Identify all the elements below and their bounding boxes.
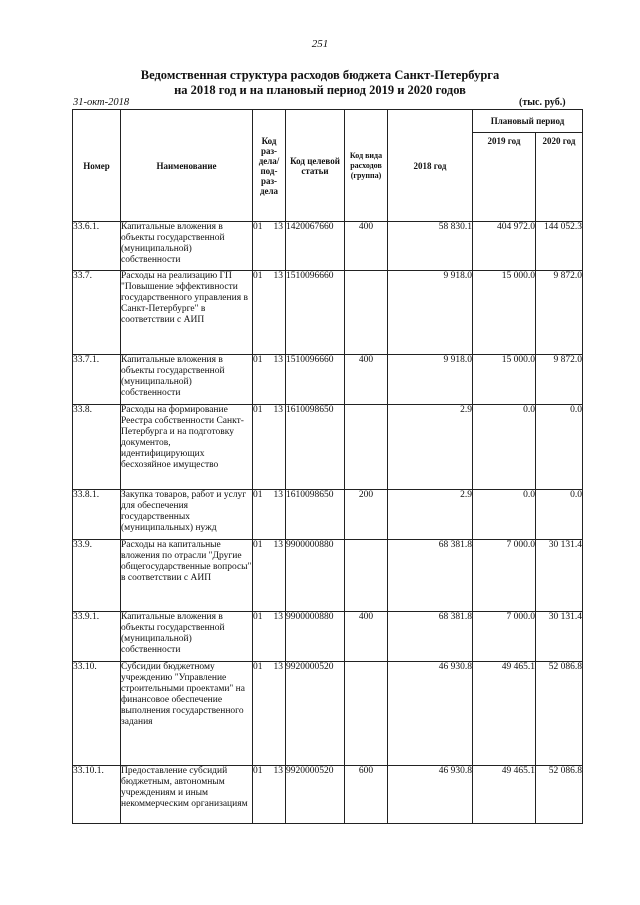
row-2020-amount: 144 052.3 [536,222,583,271]
row-2019-amount: 49 465.1 [473,662,536,766]
row-2019-amount: 0.0 [473,490,536,540]
row-target-code: 9920000520 [286,766,345,824]
row-subsection: 13 [273,766,283,776]
row-vid-code: 200 [345,490,388,540]
row-section-code [253,662,286,766]
row-2018-amount: 58 830.1 [388,222,473,271]
row-vid-code: 400 [345,355,388,405]
row-name: Капитальные вложения в объекты государственной (муниципальной) собственности [121,612,253,662]
row-section-code [253,355,286,405]
row-2018-amount: 9 918.0 [388,271,473,355]
header-section: Код раз-дела/ под-раз-дела [253,110,286,222]
row-2020-amount: 30 131.4 [536,612,583,662]
report-date: 31-окт-2018 [73,97,130,108]
row-2019-amount: 15 000.0 [473,355,536,405]
row-2019-amount: 7 000.0 [473,612,536,662]
row-vid-code [345,271,388,355]
row-name: Расходы на капитальные вложения по отрасли "Другие общегосударственные вопросы" в соответствии с АИП [121,540,253,612]
table-row [73,271,583,355]
row-2018-amount: 68 381.8 [388,540,473,612]
page-number: 251 [311,38,329,50]
table-body [73,222,583,824]
row-target-code: 1510096660 [286,271,345,355]
header-2018: 2018 год [388,110,473,222]
row-section-code [253,766,286,824]
row-name: Расходы на формирование Реестра собственности Санкт-Петербурга и на подготовку документов, идентифицирующих бесхозяйное имущество [121,405,253,490]
row-vid-code: 400 [345,222,388,271]
row-2019-amount: 404 972.0 [473,222,536,271]
row-section: 01 [253,405,263,415]
row-section: 01 [253,612,263,622]
row-subsection: 13 [273,540,283,550]
header-name: Наименование [121,110,253,222]
row-name: Закупка товаров, работ и услуг для обеспечения государственных (муниципальных) нужд [121,490,253,540]
row-section-code [253,612,286,662]
table-row [73,405,583,490]
header-target: Код целевой статьи [286,110,345,222]
row-2018-amount: 46 930.8 [388,766,473,824]
row-2018-amount: 68 381.8 [388,612,473,662]
row-section: 01 [253,540,263,550]
row-2020-amount: 0.0 [536,490,583,540]
header-2019: 2019 год [473,133,536,222]
row-number: 33.8. [73,405,121,490]
row-vid-code [345,540,388,612]
row-vid-code: 600 [345,766,388,824]
row-subsection: 13 [273,405,283,415]
row-number: 33.8.1. [73,490,121,540]
row-number: 33.9. [73,540,121,612]
row-2020-amount: 9 872.0 [536,355,583,405]
row-vid-code: 400 [345,612,388,662]
table-row [73,766,583,824]
row-subsection: 13 [273,612,283,622]
table-row [73,612,583,662]
row-number: 33.6.1. [73,222,121,271]
row-target-code: 9920000520 [286,662,345,766]
row-vid-code [345,662,388,766]
row-name: Субсидии бюджетному учреждению "Управление строительными проектами" на финансовое обеспечение выполнения государственного задания [121,662,253,766]
table-row [73,355,583,405]
row-target-code: 9900000880 [286,612,345,662]
table-row [73,222,583,271]
row-2018-amount: 2.9 [388,490,473,540]
row-2020-amount: 9 872.0 [536,271,583,355]
row-name: Расходы на реализацию ГП "Повышение эффективности государственного управления в Санкт-Петербурге" в соответствии с АИП [121,271,253,355]
row-2019-amount: 15 000.0 [473,271,536,355]
row-section: 01 [253,271,263,281]
row-section: 01 [253,490,263,500]
header-vid: Код вида расходов (группа) [345,110,388,222]
row-name: Предоставление субсидий бюджетным, автономным учреждениям и иным некоммерческим организациям [121,766,253,824]
header-planned: Плановый период [473,110,583,133]
row-2020-amount: 52 086.8 [536,662,583,766]
row-section-code [253,490,286,540]
row-section: 01 [253,662,263,672]
row-subsection: 13 [273,222,283,232]
title-line-2: на 2018 год и на плановый период 2019 и 2020 годов [174,83,466,97]
header-number: Номер [73,110,121,222]
row-name: Капитальные вложения в объекты государственной (муниципальной) собственности [121,355,253,405]
row-target-code: 1610098650 [286,490,345,540]
row-2020-amount: 52 086.8 [536,766,583,824]
row-section: 01 [253,355,263,365]
units-label: (тыс. руб.) [519,97,566,108]
row-subsection: 13 [273,490,283,500]
row-2020-amount: 0.0 [536,405,583,490]
row-number: 33.7. [73,271,121,355]
row-target-code: 1510096660 [286,355,345,405]
table-row [73,662,583,766]
page-title [0,68,640,98]
row-section-code [253,222,286,271]
row-number: 33.9.1. [73,612,121,662]
row-target-code: 1610098650 [286,405,345,490]
row-subsection: 13 [273,355,283,365]
row-2019-amount: 7 000.0 [473,540,536,612]
row-2019-amount: 49 465.1 [473,766,536,824]
row-target-code: 9900000880 [286,540,345,612]
table-row [73,490,583,540]
row-section-code [253,540,286,612]
row-2018-amount: 9 918.0 [388,355,473,405]
row-subsection: 13 [273,271,283,281]
row-number: 33.7.1. [73,355,121,405]
row-2020-amount: 30 131.4 [536,540,583,612]
row-section-code [253,271,286,355]
row-section: 01 [253,766,263,776]
row-2019-amount: 0.0 [473,405,536,490]
row-target-code: 1420067660 [286,222,345,271]
row-2018-amount: 2.9 [388,405,473,490]
row-2018-amount: 46 930.8 [388,662,473,766]
row-vid-code [345,405,388,490]
budget-table [72,109,583,824]
row-section-code [253,405,286,490]
row-number: 33.10. [73,662,121,766]
row-section: 01 [253,222,263,232]
header-2020: 2020 год [536,133,583,222]
row-subsection: 13 [273,662,283,672]
table-row [73,540,583,612]
row-name: Капитальные вложения в объекты государственной (муниципальной) собственности [121,222,253,271]
row-number: 33.10.1. [73,766,121,824]
title-line-1: Ведомственная структура расходов бюджета Санкт-Петербурга [140,68,500,82]
